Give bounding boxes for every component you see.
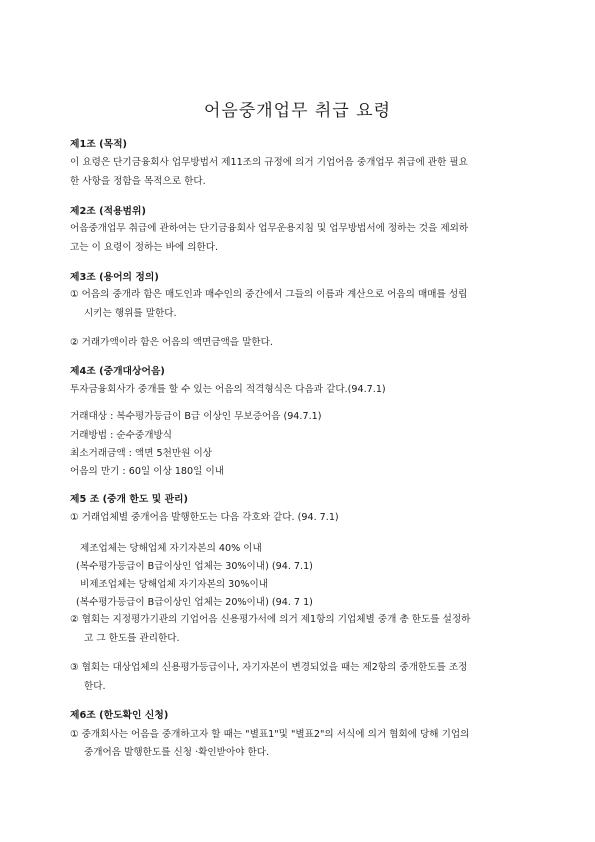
article-6-heading: 제6조 (한도확인 신청) — [70, 710, 169, 721]
article-4-line-3: 최소거래금액 : 액면 5천만원 이상 — [70, 448, 213, 459]
article-4-heading: 제4조 (중개대상어음) — [70, 366, 165, 377]
article-5-item-2-line-1: ② 협회는 지정평가기관의 기업어음 신용평가서에 의거 제1항의 기업체별 중개 총 한도를 설정하 — [70, 614, 471, 625]
article-5-sub-4: (복수평가등급이 B급이상인 업체는 20%이내) (94. 7 1) — [76, 597, 313, 608]
article-5-sub-3: 비제조업체는 당해업체 자기자본의 30%이내 — [80, 579, 269, 590]
article-5-item-2-line-2: 고 그 한도를 관리한다. — [84, 633, 180, 644]
article-4-line-4: 어음의 만기 : 60일 이상 180일 이내 — [70, 466, 224, 477]
article-6-item-1-line-1: ① 중개회사는 어음을 중개하고자 할 때는 "별표1"및 "별표2"의 서식에 의거 협회에 당해 기업의 — [70, 729, 470, 740]
article-3-heading: 제3조 (용어의 정의) — [70, 272, 159, 283]
article-5-item-1: ① 거래업체별 중개어음 발행한도는 다음 각호와 같다. (94. 7.1) — [70, 512, 339, 523]
article-5-item-3-line-1: ③ 협회는 대상업체의 신용평가등급이나, 자기자본이 변경되었을 때는 제2항의 중개한도를 조정 — [70, 662, 468, 673]
article-5-sub-2: (복수평가등급이 B급이상인 업체는 30%이내) (94. 7.1) — [76, 561, 313, 572]
article-1-line-2: 한 사항을 정함을 목적으로 한다. — [70, 176, 206, 187]
document-title: 어음중개업무 취급 요령 — [203, 101, 392, 121]
article-5-sub-1: 제조업체는 당해업체 자기자본의 40% 이내 — [80, 543, 262, 554]
article-3-item-2: ② 거래가액이라 함은 어음의 액면금액을 말한다. — [70, 337, 273, 348]
article-3-item-1-line-2: 시키는 행위를 말한다. — [84, 308, 177, 319]
article-4-intro: 투자금융회사가 중개를 할 수 있는 어음의 적격형식은 다음과 같다.(94.7.1) — [70, 384, 386, 395]
article-3-item-1-line-1: ① 어음의 중개라 함은 매도인과 매수인의 중간에서 그들의 이름과 계산으로 어음의 매매를 성립 — [70, 289, 468, 300]
article-2-line-1: 어음중개업무 취급에 관하여는 단기금융회사 업무운용지침 및 업무방법서에 정하는 것을 제외하 — [70, 223, 469, 234]
article-2-heading: 제2조 (적용범위) — [70, 206, 146, 217]
article-2-line-2: 고는 이 요령이 정하는 바에 의한다. — [70, 242, 219, 253]
article-4-line-2: 거래방법 : 순수중개방식 — [70, 430, 173, 441]
article-5-item-3-line-2: 한다. — [84, 681, 106, 692]
article-1-heading: 제1조 (목적) — [70, 139, 128, 150]
article-1-line-1: 이 요령은 단기금융회사 업무방법서 제11조의 규정에 의거 기업어음 중개업무 취급에 관한 필요 — [70, 157, 468, 168]
article-5-heading: 제5 조 (중개 한도 및 관리) — [70, 494, 188, 505]
article-4-line-1: 거래대상 : 복수평가등급이 B급 이상인 무보증어음 (94.7.1) — [70, 411, 322, 422]
article-6-item-1-line-2: 중개어음 발행한도를 신청 ·확인받아야 한다. — [84, 747, 270, 758]
